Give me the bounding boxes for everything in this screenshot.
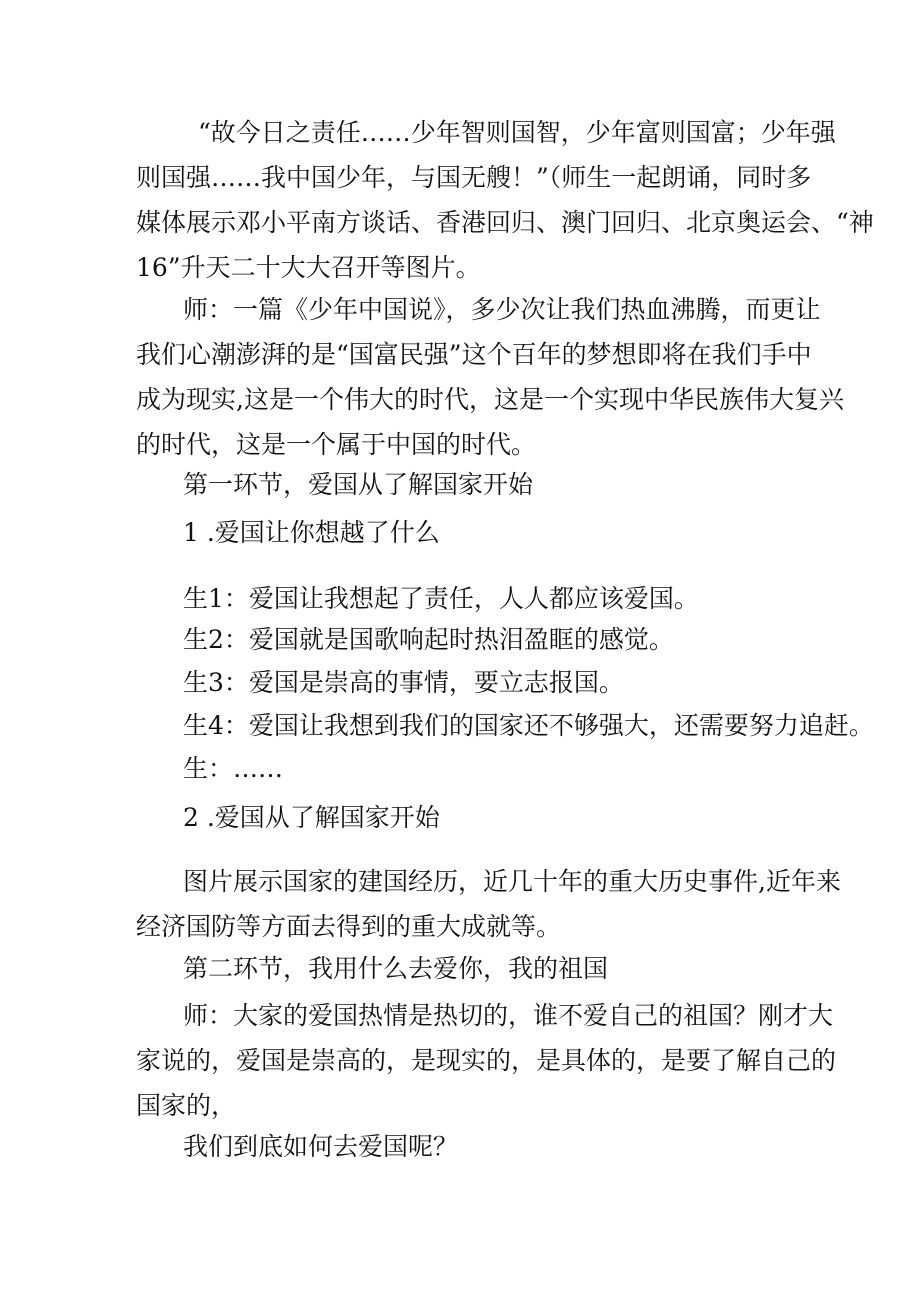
student-answer-more xyxy=(183,746,813,791)
student-answer-1 xyxy=(183,576,813,621)
student-answer-2 xyxy=(183,617,813,662)
text-line: 16”升天二十大大召开等图片。 xyxy=(136,253,481,282)
text-line: “故今日之责任……少年智则国智，少年富则国富；少年强 xyxy=(198,118,836,147)
text-line: 第一环节，爱国从了解国家开始 xyxy=(183,470,534,499)
text-line: 则国强……我中国少年，与国无艘！”（师生一起朗诵，同时多 xyxy=(136,163,812,192)
text-line: 的时代，这是一个属于中国的时代。 xyxy=(136,430,537,459)
text-line: 师：一篇《少年中国说》，多少次让我们热血沸腾，而更让 xyxy=(183,295,821,324)
text-line: 生：…… xyxy=(183,754,284,783)
text-line: 媒体展示邓小平南方谈话、香港回归、澳门回归、北京奥运会、“神 xyxy=(136,208,874,237)
section-heading-1 xyxy=(183,462,813,507)
text-line: 2 .爱国从了解国家开始 xyxy=(183,803,440,832)
text-line: 经济国防等方面去得到的重大成就等。 xyxy=(136,912,562,941)
paragraph-final-question xyxy=(183,1124,813,1169)
text-line: 生3：爱国是崇高的事情，要立志报国。 xyxy=(183,668,624,697)
text-line: 国家的， xyxy=(136,1091,237,1120)
text-line: 我们心潮澎湃的是“国富民强”这个百年的梦想即将在我们手中 xyxy=(136,340,812,369)
text-line: 第二环节，我用什么去爱你，我的祖国 xyxy=(183,954,609,983)
text-line: 1 .爱国让你想越了什么 xyxy=(183,518,440,547)
paragraph-images xyxy=(136,859,841,949)
subheading-2 xyxy=(183,795,813,840)
text-line: 家说的，爱国是崇高的，是现实的，是具体的，是要了解自己的 xyxy=(136,1046,837,1075)
student-answer-3 xyxy=(183,660,813,705)
student-answer-4 xyxy=(183,703,874,748)
section-heading-2 xyxy=(183,946,813,991)
paragraph-teacher-intro xyxy=(136,287,844,467)
text-line: 生4：爱国让我想到我们的国家还不够强大，还需要努力追赶。 xyxy=(183,711,874,740)
text-line: 师：大家的爱国热情是热切的，谁不爱自己的祖国？刚才大 xyxy=(183,1001,834,1030)
paragraph-teacher-question xyxy=(136,993,837,1128)
text-line: 图片展示国家的建国经历，近几十年的重大历史事件,近年来 xyxy=(183,867,841,896)
subheading-1 xyxy=(183,510,813,555)
text-line: 生1：爱国让我想起了责任，人人都应该爱国。 xyxy=(183,584,699,613)
text-line: 生2：爱国就是国歌响起时热泪盈眶的感觉。 xyxy=(183,625,674,654)
paragraph-recitation xyxy=(136,110,874,290)
text-line: 成为现实,这是一个伟大的时代，这是一个实现中华民族伟大复兴 xyxy=(136,385,844,414)
text-line: 我们到底如何去爱国呢？ xyxy=(183,1132,459,1161)
